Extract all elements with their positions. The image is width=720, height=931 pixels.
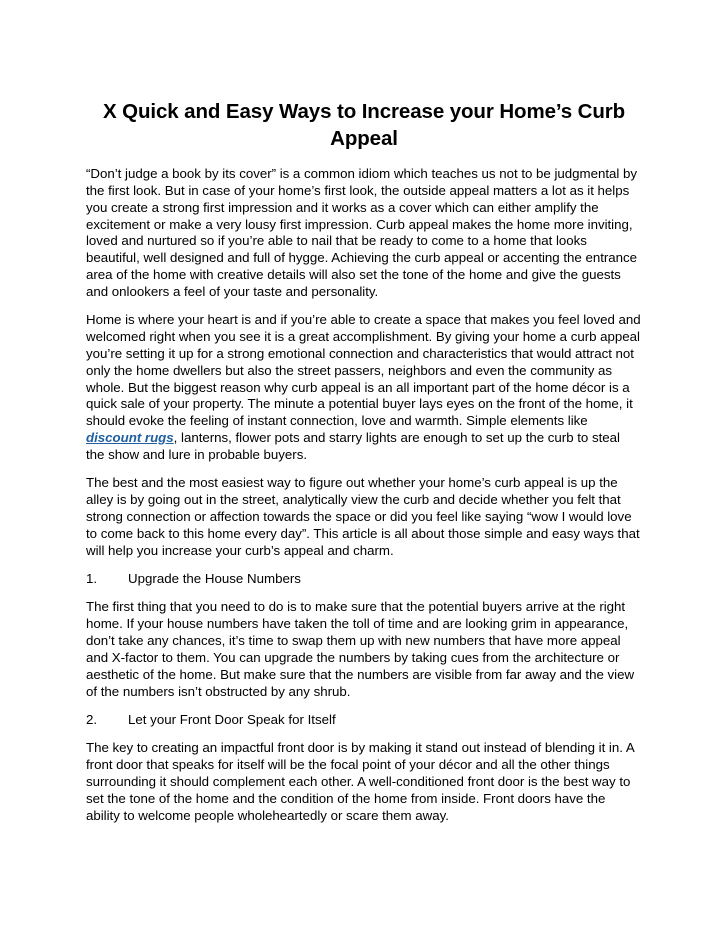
paragraph-text: , lanterns, flower pots and starry lights are enough to set up the curb to steal the show and lure in probable buyers.: [86, 430, 620, 462]
section-number: 1.: [86, 571, 98, 587]
paragraph-text: Home is where your heart is and if you’re able to create a space that makes you feel loved and welcomed right when you see it is a great accomplishment. By giving your home a curb appeal you’re setting it up for a strong emotional connection and characteristics that would attract not only the home dwellers but also the street passers, neighbors and even the community as whole. But the biggest reason why curb appeal is an all important part of the home décor is a quick sale of your property. The minute a potential buyer lays eyes on the front of the home, it should evoke the feeling of instant connection, love and warmth. Simple elements like: [86, 312, 641, 429]
section-title: Let your Front Door Speak for Itself: [128, 711, 336, 727]
section-heading-house-numbers: [86, 571, 642, 588]
document-title: X Quick and Easy Ways to Increase your Home’s Curb Appeal: [102, 100, 626, 150]
paragraph-easiest-way: The best and the most easiest way to figure out whether your home’s curb appeal is up the alley is by going out in the street, analytically view the curb and decide whether you felt that strong connection or affection towards the space or did you feel like saying “wow I would love to come back to this home every day”. This article is all about those simple and easy ways that will help you increase your curb’s appeal and charm.: [86, 475, 640, 558]
paragraph-home-heart: [86, 312, 642, 464]
document-body: [86, 98, 642, 836]
section-heading-front-door: [86, 712, 642, 729]
paragraph-intro: “Don’t judge a book by its cover” is a common idiom which teaches us not to be judgmental by the first look. But in case of your home’s first look, the outside appeal matters a lot as it helps you create a strong first impression and it works as a cover which can either amplify the excitement or make a very lousy first impression. Curb appeal makes the home more inviting, loved and nurtured so if you’re able to nail that be ready to come to a home that looks beautiful, well designed and full of hygge. Achieving the curb appeal or accenting the entrance area of the home with creative details will also set the tone of the home and give the guests and onlookers a feel of your taste and personality.: [86, 166, 638, 299]
discount-rugs-link[interactable]: discount rugs: [86, 430, 174, 446]
paragraph-house-numbers: The first thing that you need to do is to make sure that the potential buyers arrive at the right home. If your house numbers have taken the toll of time and are looking grim in appearance, don’t take any chances, it’s time to swap them up with new numbers that have more appeal and X-factor to them. You can upgrade the numbers by taking cues from the architecture or aesthetic of the home. But make sure that the numbers are visible from far away and the view of the numbers isn’t obstructed by any shrub.: [86, 599, 635, 699]
section-number: 2.: [86, 711, 98, 727]
section-title: Upgrade the House Numbers: [128, 571, 301, 587]
paragraph-front-door: The key to creating an impactful front door is by making it stand out instead of blending it in. A front door that speaks for itself will be the focal point of your décor and all the other things surrounding it should complement each other. A well-conditioned front door is the best way to set the tone of the home and the condition of the home from inside. Front doors have the ability to welcome people wholeheartedly or scare them away.: [86, 740, 634, 823]
